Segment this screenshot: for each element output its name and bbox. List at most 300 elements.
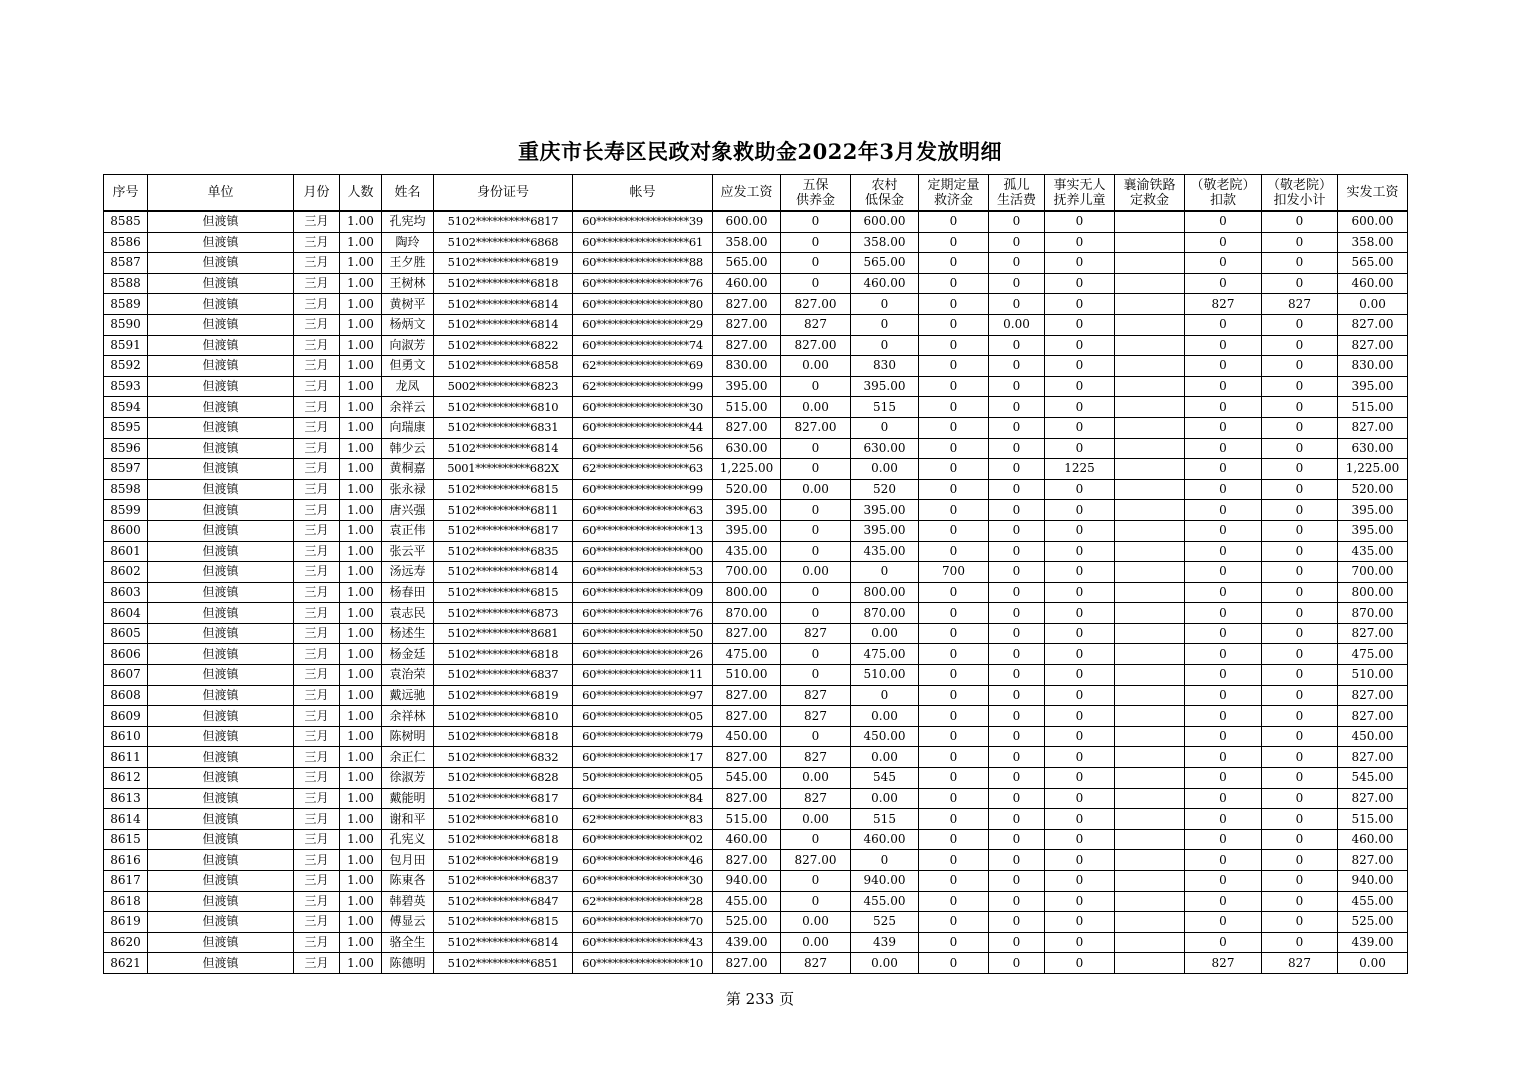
table-cell: 但渡镇 <box>148 932 294 953</box>
table-cell: 1.00 <box>340 809 382 830</box>
table-cell: 5102**********6832 <box>434 747 573 768</box>
table-cell: 0 <box>851 685 919 706</box>
table-cell: 0 <box>1262 376 1338 397</box>
table-cell: 余正仁 <box>382 747 434 768</box>
table-cell: 0.00 <box>781 912 851 933</box>
table-cell: 张永禄 <box>382 479 434 500</box>
table-cell: 0 <box>919 582 989 603</box>
table-cell: 827.00 <box>1338 706 1408 727</box>
table-cell: 5102**********6817 <box>434 520 573 541</box>
table-cell: 827 <box>781 747 851 768</box>
table-cell: 8620 <box>104 932 148 953</box>
table-cell: 800.00 <box>1338 582 1408 603</box>
table-cell: 但渡镇 <box>148 623 294 644</box>
table-cell: 0 <box>919 335 989 356</box>
table-cell: 0 <box>919 376 989 397</box>
table-cell: 0 <box>1262 644 1338 665</box>
table-cell <box>1115 726 1185 747</box>
table-cell: 0 <box>1045 768 1115 789</box>
table-row <box>104 314 1408 335</box>
table-cell: 0 <box>781 211 851 232</box>
table-cell: 60*****************10 <box>573 953 713 974</box>
table-cell: 0 <box>1185 768 1262 789</box>
table-cell: 5102**********6847 <box>434 891 573 912</box>
table-cell: 510.00 <box>1338 665 1408 686</box>
table-cell: 1.00 <box>340 932 382 953</box>
table-cell: 0 <box>1045 850 1115 871</box>
table-cell: 8586 <box>104 232 148 253</box>
table-cell: 395.00 <box>1338 520 1408 541</box>
table-cell: 5102**********6819 <box>434 685 573 706</box>
table-cell: 60*****************76 <box>573 603 713 624</box>
table-cell: 450.00 <box>851 726 919 747</box>
table-cell: 但渡镇 <box>148 953 294 974</box>
table-cell: 0 <box>1185 706 1262 727</box>
table-cell: 0 <box>1185 932 1262 953</box>
table-cell: 827.00 <box>1338 417 1408 438</box>
table-cell: 0 <box>989 747 1045 768</box>
table-cell: 60*****************61 <box>573 232 713 253</box>
table-cell: 8599 <box>104 500 148 521</box>
table-cell: 510.00 <box>851 665 919 686</box>
table-cell <box>1115 541 1185 562</box>
table-cell: 0 <box>1262 871 1338 892</box>
table-cell <box>1115 211 1185 232</box>
table-cell: 5102**********6814 <box>434 562 573 583</box>
table-cell: 60*****************88 <box>573 253 713 274</box>
table-row <box>104 623 1408 644</box>
table-cell: 0 <box>1262 768 1338 789</box>
table-cell: 1.00 <box>340 582 382 603</box>
table-cell: 0 <box>1045 211 1115 232</box>
table-cell: 8597 <box>104 459 148 480</box>
table-cell: 1.00 <box>340 850 382 871</box>
table-cell: 475.00 <box>851 644 919 665</box>
table-cell: 0 <box>851 294 919 315</box>
table-cell: 0 <box>1045 726 1115 747</box>
table-cell: 但渡镇 <box>148 294 294 315</box>
table-cell: 5102**********6873 <box>434 603 573 624</box>
table-cell <box>1115 932 1185 953</box>
table-cell: 5102**********6810 <box>434 706 573 727</box>
table-cell: 三月 <box>294 356 340 377</box>
table-cell <box>1115 376 1185 397</box>
table-cell: 但渡镇 <box>148 582 294 603</box>
table-row <box>104 809 1408 830</box>
payment-table <box>103 174 1408 974</box>
table-cell: 0 <box>1045 623 1115 644</box>
table-row <box>104 397 1408 418</box>
table-cell: 0 <box>1185 500 1262 521</box>
table-cell: 0 <box>989 726 1045 747</box>
table-cell: 1.00 <box>340 747 382 768</box>
table-cell: 455.00 <box>1338 891 1408 912</box>
table-cell <box>1115 417 1185 438</box>
table-cell: 475.00 <box>713 644 781 665</box>
table-cell: 0 <box>1045 706 1115 727</box>
table-cell: 0 <box>1262 932 1338 953</box>
table-cell: 1.00 <box>340 726 382 747</box>
table-cell: 8596 <box>104 438 148 459</box>
table-cell: 827 <box>781 953 851 974</box>
table-cell: 827.00 <box>781 850 851 871</box>
table-cell: 5102**********6828 <box>434 768 573 789</box>
table-cell: 455.00 <box>851 891 919 912</box>
table-cell: 1.00 <box>340 459 382 480</box>
table-cell: 但渡镇 <box>148 479 294 500</box>
table-cell: 0 <box>989 459 1045 480</box>
table-cell: 5102**********6868 <box>434 232 573 253</box>
table-cell: 0 <box>919 912 989 933</box>
table-cell: 三月 <box>294 829 340 850</box>
table-cell: 1.00 <box>340 788 382 809</box>
table-cell <box>1115 788 1185 809</box>
table-cell: 0 <box>919 294 989 315</box>
table-row <box>104 665 1408 686</box>
table-cell: 940.00 <box>713 871 781 892</box>
table-cell: 0 <box>1262 706 1338 727</box>
table-cell: 三月 <box>294 932 340 953</box>
table-cell: 0 <box>781 665 851 686</box>
table-cell: 0 <box>989 788 1045 809</box>
table-cell: 8615 <box>104 829 148 850</box>
table-cell: 但渡镇 <box>148 747 294 768</box>
table-cell: 三月 <box>294 603 340 624</box>
table-cell: 0 <box>919 273 989 294</box>
column-header: 应发工资 <box>713 175 781 212</box>
table-cell: 0 <box>1262 335 1338 356</box>
column-header: （敬老院） 扣发小计 <box>1262 175 1338 212</box>
table-cell: 0 <box>1045 685 1115 706</box>
table-cell <box>1115 747 1185 768</box>
table-cell: 700.00 <box>1338 562 1408 583</box>
table-cell: 5102**********6851 <box>434 953 573 974</box>
table-cell: 940.00 <box>851 871 919 892</box>
table-cell: 5102**********6810 <box>434 809 573 830</box>
column-header: 单位 <box>148 175 294 212</box>
table-cell: 但渡镇 <box>148 211 294 232</box>
table-cell: 0 <box>851 314 919 335</box>
table-cell: 60*****************76 <box>573 273 713 294</box>
table-cell <box>1115 253 1185 274</box>
table-row <box>104 871 1408 892</box>
column-header: 实发工资 <box>1338 175 1408 212</box>
table-row <box>104 685 1408 706</box>
table-cell: 1.00 <box>340 706 382 727</box>
table-row <box>104 706 1408 727</box>
table-cell: 但渡镇 <box>148 356 294 377</box>
table-cell: 0 <box>1262 314 1338 335</box>
table-cell: 三月 <box>294 417 340 438</box>
table-cell: 陈树明 <box>382 726 434 747</box>
table-cell: 827 <box>781 314 851 335</box>
table-cell: 三月 <box>294 623 340 644</box>
table-cell: 515.00 <box>1338 397 1408 418</box>
table-cell: 515 <box>851 397 919 418</box>
table-cell: 0 <box>1045 397 1115 418</box>
table-cell: 0 <box>1185 232 1262 253</box>
table-cell: 0 <box>1262 623 1338 644</box>
table-cell: 600.00 <box>713 211 781 232</box>
table-row <box>104 356 1408 377</box>
table-row <box>104 912 1408 933</box>
table-cell: 0 <box>781 603 851 624</box>
table-cell: 0 <box>1045 932 1115 953</box>
table-row <box>104 417 1408 438</box>
table-cell: 630.00 <box>1338 438 1408 459</box>
table-cell: 但渡镇 <box>148 829 294 850</box>
table-cell: 60*****************80 <box>573 294 713 315</box>
table-row <box>104 603 1408 624</box>
table-row <box>104 788 1408 809</box>
table-cell: 0 <box>989 479 1045 500</box>
table-cell: 三月 <box>294 706 340 727</box>
table-cell: 三月 <box>294 438 340 459</box>
table-cell: 1.00 <box>340 479 382 500</box>
table-cell: 0.00 <box>1338 294 1408 315</box>
column-header: 身份证号 <box>434 175 573 212</box>
table-cell: 0 <box>851 335 919 356</box>
table-cell: 827 <box>1185 294 1262 315</box>
table-cell: 三月 <box>294 397 340 418</box>
table-cell: 0 <box>919 932 989 953</box>
table-cell: 0 <box>781 459 851 480</box>
table-cell: 8598 <box>104 479 148 500</box>
table-cell: 龙凤 <box>382 376 434 397</box>
table-cell: 1.00 <box>340 253 382 274</box>
table-cell: 0 <box>1262 500 1338 521</box>
table-cell: 0 <box>1262 665 1338 686</box>
table-cell: 0 <box>1262 232 1338 253</box>
column-header: 帐号 <box>573 175 713 212</box>
table-cell: 60*****************99 <box>573 479 713 500</box>
table-cell: 827.00 <box>713 685 781 706</box>
table-cell: 0 <box>1045 603 1115 624</box>
table-cell: 5102**********6814 <box>434 294 573 315</box>
table-cell: 827.00 <box>781 335 851 356</box>
table-cell: 60*****************74 <box>573 335 713 356</box>
table-cell: 870.00 <box>713 603 781 624</box>
table-cell: 但渡镇 <box>148 417 294 438</box>
table-cell: 460.00 <box>713 829 781 850</box>
table-cell: 8621 <box>104 953 148 974</box>
table-cell: 0 <box>919 788 989 809</box>
table-cell: 5102**********6818 <box>434 726 573 747</box>
table-cell: 0 <box>1262 747 1338 768</box>
table-cell: 但渡镇 <box>148 850 294 871</box>
table-cell: 395.00 <box>713 520 781 541</box>
table-cell: 0 <box>989 376 1045 397</box>
table-cell: 但渡镇 <box>148 500 294 521</box>
table-cell: 0 <box>1045 376 1115 397</box>
table-cell: 但渡镇 <box>148 768 294 789</box>
table-cell <box>1115 356 1185 377</box>
table-body <box>104 211 1408 973</box>
table-cell <box>1115 582 1185 603</box>
table-cell: 包月田 <box>382 850 434 871</box>
column-header: 定期定量 救济金 <box>919 175 989 212</box>
table-cell: 三月 <box>294 211 340 232</box>
table-cell: 395.00 <box>713 376 781 397</box>
table-cell: 5102**********6822 <box>434 335 573 356</box>
table-cell: 三月 <box>294 273 340 294</box>
table-cell: 827 <box>781 623 851 644</box>
table-cell: 0 <box>989 356 1045 377</box>
table-cell: 62*****************63 <box>573 459 713 480</box>
table-cell: 0 <box>1185 665 1262 686</box>
table-cell: 5102**********6815 <box>434 912 573 933</box>
table-cell: 1.00 <box>340 417 382 438</box>
table-cell: 525 <box>851 912 919 933</box>
table-cell: 0.00 <box>851 747 919 768</box>
table-row <box>104 932 1408 953</box>
table-cell: 0.00 <box>1338 953 1408 974</box>
table-cell: 但渡镇 <box>148 520 294 541</box>
table-cell <box>1115 520 1185 541</box>
table-cell: 62*****************69 <box>573 356 713 377</box>
table-cell: 0 <box>1262 356 1338 377</box>
table-cell: 三月 <box>294 376 340 397</box>
table-cell: 0 <box>1185 459 1262 480</box>
table-cell: 但渡镇 <box>148 397 294 418</box>
table-cell: 5102**********6810 <box>434 397 573 418</box>
table-cell: 0 <box>781 829 851 850</box>
table-cell <box>1115 685 1185 706</box>
table-cell: 1,225.00 <box>713 459 781 480</box>
table-cell: 但渡镇 <box>148 665 294 686</box>
column-header: 襄渝铁路 定救金 <box>1115 175 1185 212</box>
table-cell <box>1115 706 1185 727</box>
table-cell: 515.00 <box>713 809 781 830</box>
table-cell: 827.00 <box>713 335 781 356</box>
table-cell: 但渡镇 <box>148 376 294 397</box>
table-cell: 0 <box>1262 541 1338 562</box>
table-cell: 5102**********6818 <box>434 644 573 665</box>
table-cell: 5102**********6858 <box>434 356 573 377</box>
table-cell: 0 <box>1185 211 1262 232</box>
table-cell: 傅显云 <box>382 912 434 933</box>
table-cell: 60*****************63 <box>573 500 713 521</box>
table-row <box>104 768 1408 789</box>
table-cell: 0 <box>1185 788 1262 809</box>
table-cell: 陈東各 <box>382 871 434 892</box>
table-cell: 但渡镇 <box>148 871 294 892</box>
table-cell: 8603 <box>104 582 148 603</box>
table-cell: 8609 <box>104 706 148 727</box>
table-cell: 0 <box>919 211 989 232</box>
table-cell: 0 <box>781 500 851 521</box>
table-cell <box>1115 562 1185 583</box>
table-cell: 439.00 <box>1338 932 1408 953</box>
table-cell: 0 <box>919 850 989 871</box>
table-cell: 870.00 <box>851 603 919 624</box>
table-cell: 向瑞康 <box>382 417 434 438</box>
table-cell: 8608 <box>104 685 148 706</box>
table-cell: 0.00 <box>781 562 851 583</box>
table-cell: 1.00 <box>340 314 382 335</box>
table-cell: 0 <box>781 726 851 747</box>
table-cell: 435.00 <box>1338 541 1408 562</box>
table-cell: 陶玲 <box>382 232 434 253</box>
table-cell: 三月 <box>294 747 340 768</box>
table-cell: 827.00 <box>713 850 781 871</box>
table-cell: 0 <box>1045 294 1115 315</box>
table-cell <box>1115 953 1185 974</box>
table-cell: 0 <box>1262 438 1338 459</box>
table-cell: 515.00 <box>713 397 781 418</box>
table-cell: 439.00 <box>713 932 781 953</box>
table-cell: 8593 <box>104 376 148 397</box>
table-cell: 0 <box>1045 891 1115 912</box>
table-cell <box>1115 500 1185 521</box>
table-cell: 450.00 <box>713 726 781 747</box>
table-cell: 三月 <box>294 644 340 665</box>
table-cell: 565.00 <box>1338 253 1408 274</box>
table-cell: 8612 <box>104 768 148 789</box>
table-cell: 5102**********6814 <box>434 932 573 953</box>
table-cell: 0 <box>989 232 1045 253</box>
table-cell: 1.00 <box>340 438 382 459</box>
table-cell: 0 <box>781 438 851 459</box>
table-cell: 827 <box>781 685 851 706</box>
table-cell: 5102**********6831 <box>434 417 573 438</box>
table-cell: 谢和平 <box>382 809 434 830</box>
table-cell: 0 <box>989 850 1045 871</box>
table-cell: 515 <box>851 809 919 830</box>
table-cell: 0 <box>1185 335 1262 356</box>
table-cell: 0 <box>1185 438 1262 459</box>
table-cell: 0 <box>919 623 989 644</box>
table-cell: 余祥云 <box>382 397 434 418</box>
table-cell: 杨炳文 <box>382 314 434 335</box>
table-cell: 439 <box>851 932 919 953</box>
table-cell: 0 <box>919 706 989 727</box>
table-cell: 杨金廷 <box>382 644 434 665</box>
table-cell: 0 <box>919 891 989 912</box>
table-cell: 62*****************99 <box>573 376 713 397</box>
table-cell: 5102**********6818 <box>434 829 573 850</box>
table-cell: 62*****************83 <box>573 809 713 830</box>
table-cell: 450.00 <box>1338 726 1408 747</box>
table-cell: 1.00 <box>340 376 382 397</box>
table-cell <box>1115 912 1185 933</box>
table-cell: 435.00 <box>713 541 781 562</box>
table-cell: 0 <box>1045 788 1115 809</box>
table-cell: 三月 <box>294 912 340 933</box>
table-cell: 0.00 <box>851 788 919 809</box>
table-cell: 0 <box>1185 541 1262 562</box>
table-cell: 0 <box>989 623 1045 644</box>
table-cell: 戴远驰 <box>382 685 434 706</box>
table-cell: 60*****************43 <box>573 932 713 953</box>
table-cell: 但渡镇 <box>148 232 294 253</box>
table-cell: 余祥林 <box>382 706 434 727</box>
table-row <box>104 273 1408 294</box>
table-cell: 三月 <box>294 809 340 830</box>
table-cell: 1.00 <box>340 603 382 624</box>
table-cell: 0 <box>919 500 989 521</box>
table-cell: 8604 <box>104 603 148 624</box>
table-cell: 827.00 <box>713 788 781 809</box>
table-row <box>104 562 1408 583</box>
table-cell: 王夕胜 <box>382 253 434 274</box>
table-cell: 0 <box>1262 582 1338 603</box>
table-cell: 0 <box>989 562 1045 583</box>
table-cell: 460.00 <box>851 829 919 850</box>
table-row <box>104 253 1408 274</box>
table-cell: 三月 <box>294 788 340 809</box>
table-cell: 800.00 <box>713 582 781 603</box>
